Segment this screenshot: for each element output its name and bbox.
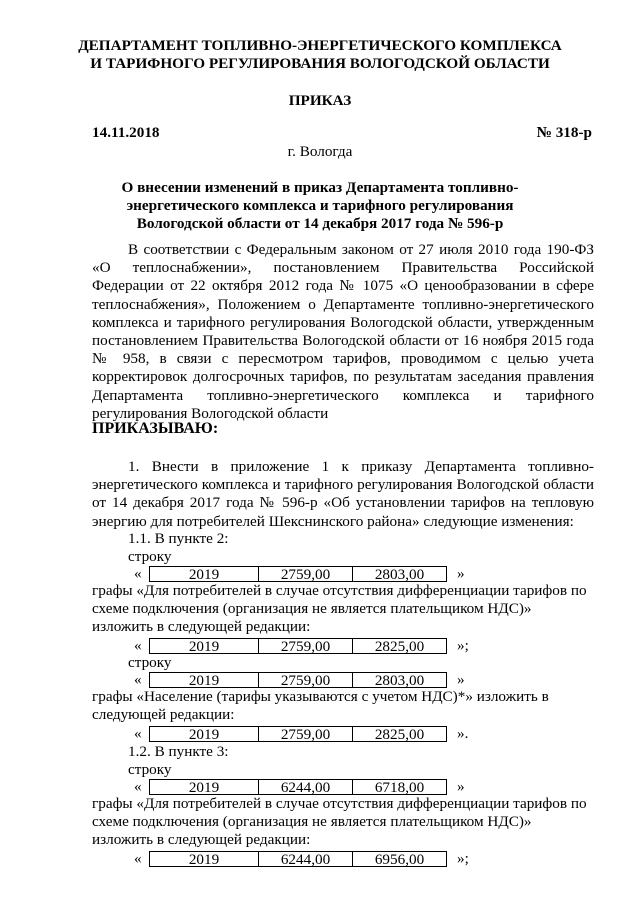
quote-close: » (457, 564, 465, 582)
graph-nds-text-2 (92, 795, 594, 850)
subject-line3: Вологодской области от 14 декабря 2017 года № 596-р (136, 215, 504, 232)
graph-nds-line3: изложить в следующей редакции: (92, 831, 311, 849)
table-row (134, 637, 469, 654)
cell-year: 2019 (149, 566, 259, 582)
cell-year: 2019 (149, 726, 259, 742)
quote-open: « (134, 636, 142, 654)
graph-nds-line1: графы «Для потребителей в случае отсутствия дифференциации тарифов по (92, 582, 587, 599)
cell-year: 2019 (149, 779, 259, 795)
quote-open: « (134, 724, 142, 742)
order-title: ПРИКАЗ (288, 92, 352, 109)
item-1-1-heading: 1.1. В пункте 2: (128, 530, 229, 547)
cell-value-1: 6244,00 (258, 851, 353, 867)
cell-year: 2019 (149, 672, 259, 688)
cell-value-2: 6718,00 (352, 779, 447, 795)
cell-value-2: 2803,00 (352, 672, 447, 688)
quote-close: » (457, 777, 465, 795)
order-city: г. Вологда (287, 143, 353, 160)
quote-close: »; (457, 636, 469, 654)
graph-pop-line2: следующей редакции: (92, 706, 235, 724)
graph-pop-text (92, 688, 594, 724)
order-number: № 318-р (536, 124, 592, 141)
stroku-label: строку (128, 761, 172, 778)
cell-value-1: 6244,00 (258, 779, 353, 795)
table-row (134, 778, 465, 795)
department-title-line2: И ТАРИФНОГО РЕГУЛИРОВАНИЯ ВОЛОГОДСКОЙ ОБЛАСТИ (90, 55, 550, 72)
cell-year: 2019 (149, 638, 259, 654)
cell-value-1: 2759,00 (258, 638, 353, 654)
order-subject (120, 179, 520, 233)
quote-open: « (134, 564, 142, 582)
table-row (134, 725, 468, 742)
cell-year: 2019 (149, 851, 259, 867)
quote-close: » (457, 670, 465, 688)
item-1 (92, 458, 594, 531)
table-row (134, 565, 465, 582)
graph-nds-line2: схеме подключения (организация не является плательщиком НДС)» (92, 600, 532, 618)
preamble (92, 241, 594, 423)
department-title (0, 37, 640, 73)
order-date: 14.11.2018 (92, 124, 160, 141)
cell-value-2: 2803,00 (352, 566, 447, 582)
subject-line2: энергетического комплекса и тарифного регулирования (126, 197, 514, 214)
cell-value-1: 2759,00 (258, 726, 353, 742)
table-row (134, 671, 465, 688)
graph-nds-line3: изложить в следующей редакции: (92, 618, 311, 636)
subject-line1: О внесении изменений в приказ Департамента топливно- (121, 179, 519, 196)
quote-open: « (134, 777, 142, 795)
quote-open: « (134, 849, 142, 867)
prikazyvayu-heading: ПРИКАЗЫВАЮ: (92, 420, 219, 437)
cell-value-1: 2759,00 (258, 672, 353, 688)
graph-nds-text (92, 582, 594, 637)
cell-value-2: 2825,00 (352, 638, 447, 654)
graph-pop-line1: графы «Население (тарифы указываются с учетом НДС)*» изложить в (92, 688, 549, 705)
cell-value-1: 2759,00 (258, 566, 353, 582)
quote-close: ». (457, 724, 469, 742)
stroku-label: строку (128, 654, 172, 671)
item-1-2-heading: 1.2. В пункте 3: (128, 743, 229, 760)
quote-open: « (134, 670, 142, 688)
cell-value-2: 2825,00 (352, 726, 447, 742)
cell-value-2: 6956,00 (352, 851, 447, 867)
graph-nds-line1: графы «Для потребителей в случае отсутствия дифференциации тарифов по (92, 795, 587, 812)
graph-nds-line2: схеме подключения (организация не является плательщиком НДС)» (92, 813, 532, 831)
table-row (134, 850, 469, 867)
department-title-line1: ДЕПАРТАМЕНТ ТОПЛИВНО-ЭНЕРГЕТИЧЕСКОГО КОМПЛЕКСА (78, 37, 562, 54)
quote-close: »; (457, 849, 469, 867)
item-1-text: 1. Внести в приложение 1 к приказу Департамента топливно-энергетического комплекса и тарифного регулирования Вологодской области от 14 декабря 2017 года № 596-р «Об установлении тарифов на тепловую энергию для потребителей Шекснинского района» следующие изменения: (92, 458, 594, 530)
preamble-text: В соответствии с Федеральным законом от 27 июля 2010 года 190-ФЗ «О теплоснабжении», постановлением Правительства Российской Федерации от 22 октября 2012 года № 1075 «О ценообразовании в сфере теплоснабжения», Положением о Департаменте топливно-энергетического комплекса и тарифного регулирования Вологодской области, утвержденным постановлением Правительства Вологодской области от 16 ноября 2015 года № 958, в связи с пересмотром тарифов, проводимом с целью учета корректировок долгосрочных тарифов, по результатам заседания правления Департамента топливно-энергетического комплекса и тарифного регулирования Вологодской области (92, 241, 594, 422)
stroku-label: строку (128, 548, 172, 565)
